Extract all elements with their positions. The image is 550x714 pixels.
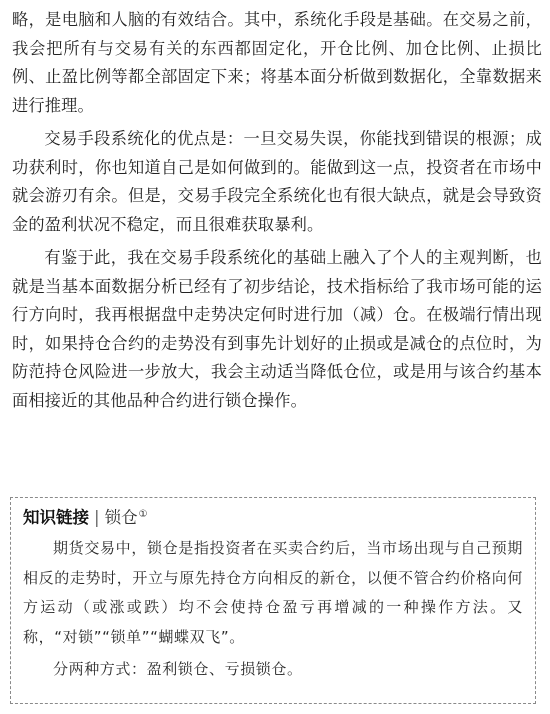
paragraph-continued: 略，是电脑和人脑的有效结合。其中，系统化手段是基础。在交易之前，我会把所有与交易有关的东西都固定化，开仓比例、加仓比例、止损比例、止盈比例等都全部固定下来；将基本面分析做到数据化，全靠数据来进行推理。 [12, 10, 542, 115]
knowledge-link-body [23, 534, 523, 685]
title-separator: | [94, 508, 100, 527]
knowledge-link-topic: 锁仓 [104, 508, 138, 527]
main-text [12, 6, 542, 420]
knowledge-link-box [10, 497, 536, 704]
paragraph-systematization-pros-cons: 交易手段系统化的优点是：一旦交易失误，你能找到错误的根源；成功获利时，你也知道自己是如何做到的。能做到这一点，投资者在市场中就会游刃有余。但是，交易手段完全系统化也有很大缺点，就是会导致资金的盈利状况不稳定，而且很难获取暴利。 [12, 129, 542, 234]
lock-position-types: 分两种方式：盈利锁仓、亏损锁仓。 [53, 660, 303, 678]
knowledge-link-label: 知识链接 [23, 508, 89, 527]
knowledge-link-title [23, 506, 523, 530]
footnote-marker: ① [138, 508, 148, 520]
lock-position-definition: 期货交易中，锁仓是指投资者在买卖合约后，当市场出现与自己预期相反的走势时，开立与原先持仓方向相反的新仓，以便不管合约价格向何方运动（或涨或跌）均不会使持仓盈亏再增减的一种操作方法。又称，“对锁”“锁单”“蝴蝶双飞”。 [23, 539, 523, 646]
paragraph-subjective-judgment: 有鉴于此，我在交易手段系统化的基础上融入了个人的主观判断，也就是当基本面数据分析已经有了初步结论，技术指标给了我市场可能的运行方向时，我再根据盘中走势决定何时进行加（减）仓。在极端行情出现时，如果持仓合约的走势没有到事先计划好的止损或是减仓的点位时，为防范持仓风险进一步放大，我会主动适当降低仓位，或是用与该合约基本面相接近的其他品种合约进行锁仓操作。 [12, 248, 542, 410]
